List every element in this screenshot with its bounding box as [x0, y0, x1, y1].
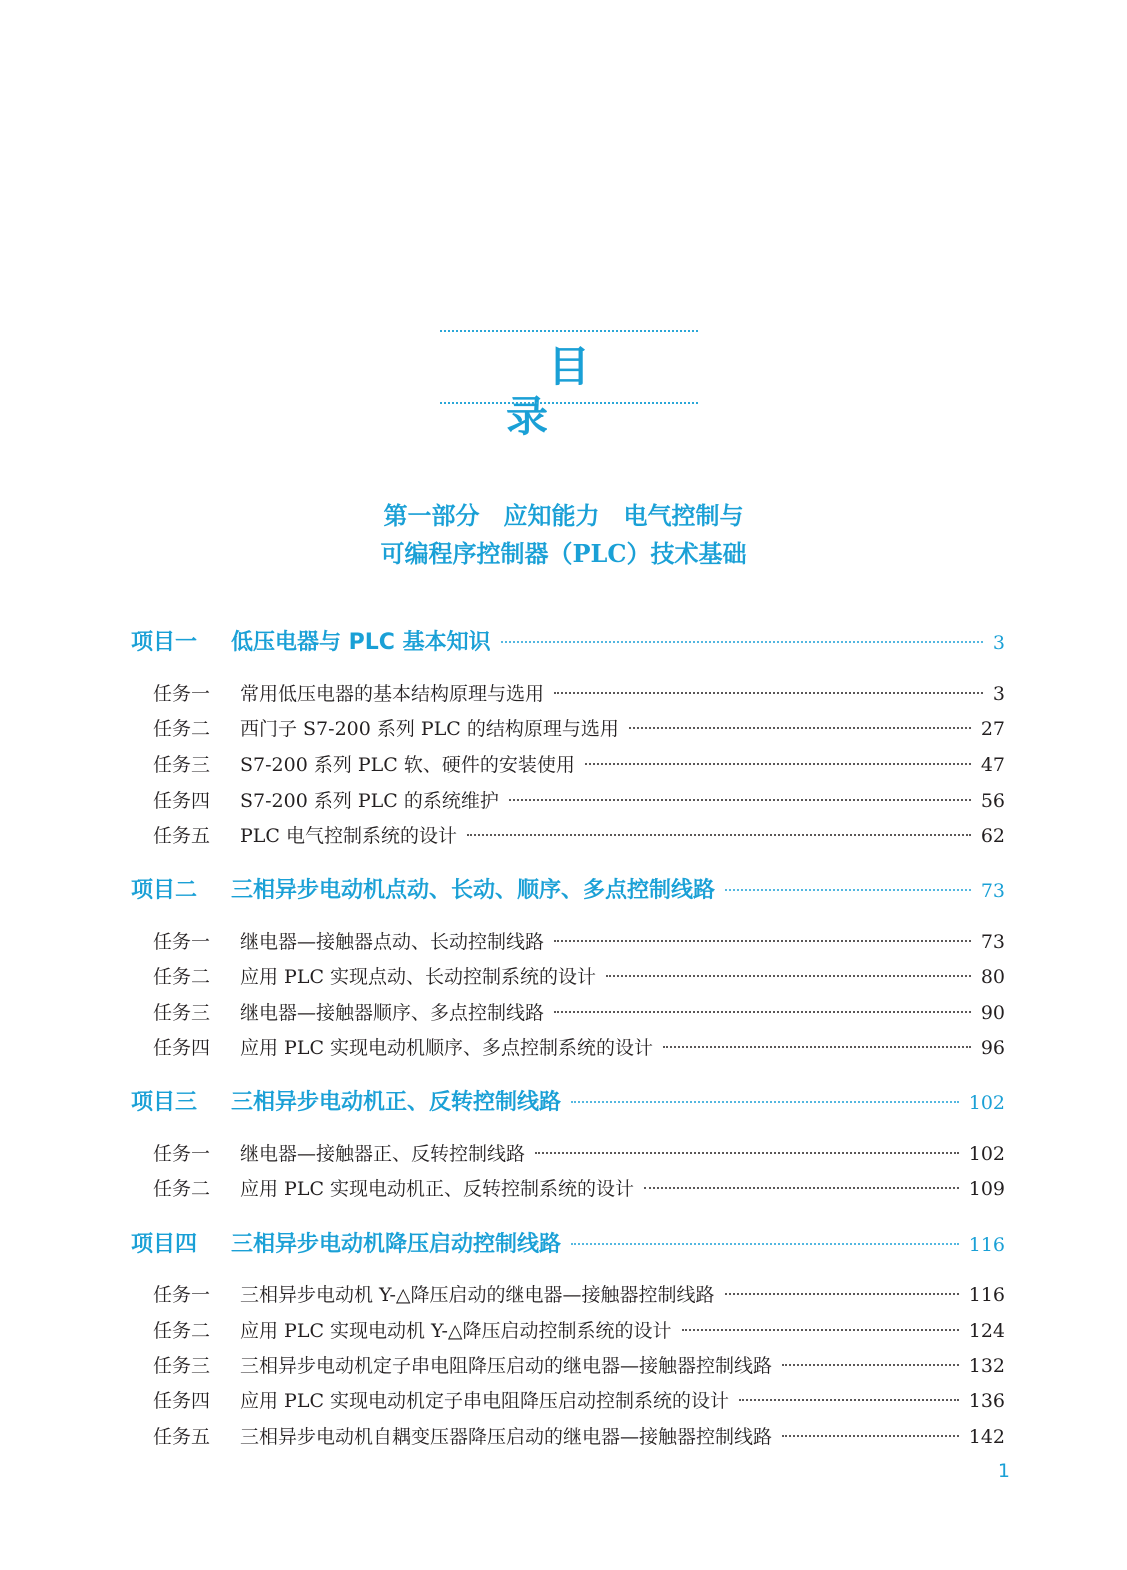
task-number: 任务一	[153, 683, 211, 705]
task-page: 142	[968, 1426, 1005, 1448]
dot-leader	[606, 975, 971, 977]
page-number: 1	[997, 1460, 1010, 1482]
task-title: 应用 PLC 实现电动机正、反转控制系统的设计	[240, 1178, 635, 1200]
task-number: 任务二	[153, 1320, 211, 1342]
project-title: 低压电器与 PLC 基本知识	[231, 630, 491, 655]
task-number: 任务三	[153, 1002, 211, 1024]
toc-task[interactable]	[153, 1033, 1005, 1063]
dot-leader	[535, 1152, 959, 1154]
task-page: 47	[980, 754, 1005, 776]
task-title: 应用 PLC 实现电动机顺序、多点控制系统的设计	[240, 1037, 654, 1059]
dot-leader	[554, 1011, 971, 1013]
task-number: 任务四	[153, 1390, 211, 1412]
dot-leader	[467, 834, 971, 836]
task-title: 应用 PLC 实现电动机定子串电阻降压启动控制系统的设计	[240, 1390, 730, 1412]
project-title: 三相异步电动机点动、长动、顺序、多点控制线路	[231, 878, 716, 903]
toc-task[interactable]	[153, 1316, 1005, 1346]
project-page: 116	[968, 1234, 1005, 1256]
task-page: 124	[968, 1320, 1005, 1342]
toc-project-4[interactable]	[131, 1227, 1005, 1261]
task-number: 任务一	[153, 1284, 211, 1306]
task-number: 任务四	[153, 790, 211, 812]
task-title: S7-200 系列 PLC 的系统维护	[240, 790, 499, 812]
dot-leader	[782, 1435, 959, 1437]
task-number: 任务二	[153, 1178, 211, 1200]
task-title: 继电器—接触器正、反转控制线路	[240, 1143, 526, 1165]
task-number: 任务三	[153, 1355, 211, 1377]
dot-leader	[725, 889, 971, 891]
dot-leader	[501, 641, 983, 643]
task-number: 任务二	[153, 718, 211, 740]
task-page: 102	[968, 1143, 1005, 1165]
task-number: 任务一	[153, 931, 211, 953]
title-top-dotted-rule	[440, 330, 698, 332]
task-page: 62	[980, 825, 1005, 847]
title-bottom-dotted-rule	[440, 402, 698, 404]
task-title: 应用 PLC 实现点动、长动控制系统的设计	[240, 966, 597, 988]
task-page: 3	[992, 683, 1005, 705]
toc-task[interactable]	[153, 821, 1005, 851]
dot-leader	[725, 1293, 959, 1295]
task-page: 73	[980, 931, 1005, 953]
dot-leader	[782, 1364, 959, 1366]
toc-task[interactable]	[153, 679, 1005, 709]
toc-project-1[interactable]	[131, 625, 1005, 659]
dot-leader	[682, 1329, 959, 1331]
toc-project-2[interactable]	[131, 873, 1005, 907]
toc-title-block	[440, 330, 698, 441]
task-title: 三相异步电动机定子串电阻降压启动的继电器—接触器控制线路	[240, 1355, 773, 1377]
dot-leader	[571, 1243, 959, 1245]
task-number: 任务五	[153, 1426, 211, 1448]
dot-leader	[585, 763, 971, 765]
page-title: 目录	[505, 342, 674, 441]
dot-leader	[739, 1399, 959, 1401]
project-page: 102	[968, 1092, 1005, 1114]
toc-task[interactable]	[153, 1280, 1005, 1310]
task-title: PLC 电气控制系统的设计	[240, 825, 457, 847]
task-title: 继电器—接触器顺序、多点控制线路	[240, 1002, 545, 1024]
project-page: 3	[992, 632, 1005, 654]
dot-leader	[629, 727, 971, 729]
task-number: 任务二	[153, 966, 211, 988]
task-title: 常用低压电器的基本结构原理与选用	[240, 683, 545, 705]
task-page: 136	[968, 1390, 1005, 1412]
toc-task[interactable]	[153, 962, 1005, 992]
task-title: 三相异步电动机自耦变压器降压启动的继电器—接触器控制线路	[240, 1426, 773, 1448]
toc-task[interactable]	[153, 1351, 1005, 1381]
task-page: 116	[968, 1284, 1005, 1306]
project-number: 项目三	[131, 1090, 198, 1115]
toc-project-3[interactable]	[131, 1085, 1005, 1119]
project-title: 三相异步电动机降压启动控制线路	[231, 1232, 562, 1257]
task-page: 132	[968, 1355, 1005, 1377]
task-page: 90	[980, 1002, 1005, 1024]
toc-task[interactable]	[153, 1422, 1005, 1452]
dot-leader	[644, 1187, 959, 1189]
toc-task[interactable]	[153, 750, 1005, 780]
toc-task[interactable]	[153, 714, 1005, 744]
task-title: 西门子 S7-200 系列 PLC 的结构原理与选用	[240, 718, 619, 740]
task-page: 96	[980, 1037, 1005, 1059]
toc-task[interactable]	[153, 927, 1005, 957]
task-number: 任务一	[153, 1143, 211, 1165]
part-heading-line-2: 可编程序控制器（PLC）技术基础	[380, 539, 747, 568]
task-number: 任务四	[153, 1037, 211, 1059]
task-title: 应用 PLC 实现电动机 Y-△降压启动控制系统的设计	[240, 1320, 672, 1342]
toc-task[interactable]	[153, 1139, 1005, 1169]
dot-leader	[663, 1046, 971, 1048]
task-number: 任务五	[153, 825, 211, 847]
dot-leader	[509, 799, 971, 801]
project-number: 项目二	[131, 878, 198, 903]
project-page: 73	[980, 880, 1005, 902]
task-number: 任务三	[153, 754, 211, 776]
task-title: 继电器—接触器点动、长动控制线路	[240, 931, 545, 953]
task-page: 27	[980, 718, 1005, 740]
dot-leader	[554, 940, 971, 942]
task-title: S7-200 系列 PLC 软、硬件的安装使用	[240, 754, 575, 776]
part-heading-line-1: 第一部分 应知能力 电气控制与	[383, 501, 744, 530]
task-title: 三相异步电动机 Y-△降压启动的继电器—接触器控制线路	[240, 1284, 715, 1306]
toc-task[interactable]	[153, 786, 1005, 816]
task-page: 109	[968, 1178, 1005, 1200]
project-number: 项目一	[131, 630, 198, 655]
toc-task[interactable]	[153, 1386, 1005, 1416]
dot-leader	[571, 1101, 959, 1103]
task-page: 80	[980, 966, 1005, 988]
task-page: 56	[980, 790, 1005, 812]
project-number: 项目四	[131, 1232, 198, 1257]
toc-task[interactable]	[153, 998, 1005, 1028]
dot-leader	[554, 692, 983, 694]
toc-task[interactable]	[153, 1174, 1005, 1204]
project-title: 三相异步电动机正、反转控制线路	[231, 1090, 562, 1115]
